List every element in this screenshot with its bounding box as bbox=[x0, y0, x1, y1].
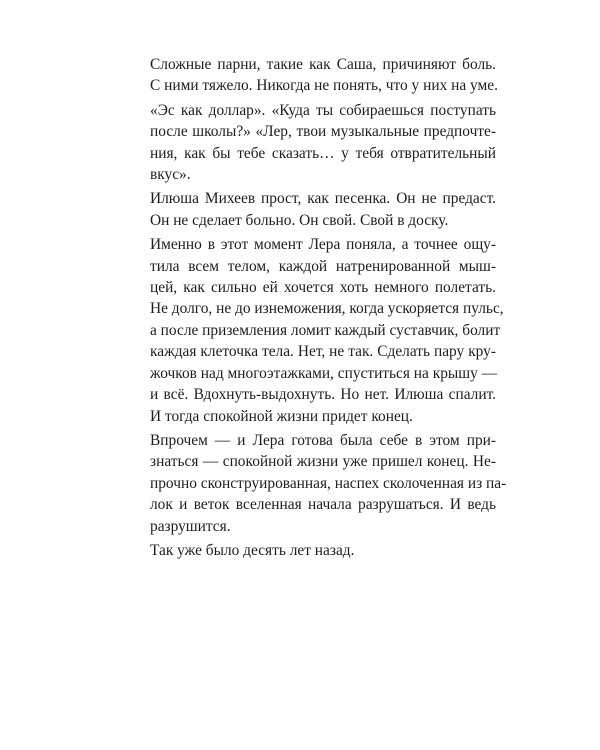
paragraph-1 bbox=[130, 54, 496, 97]
text-line: Так уже было десять лет назад. bbox=[150, 541, 355, 559]
paragraph-2 bbox=[130, 100, 496, 186]
text-line: ния, как бы тебе сказать… у тебя отвратительный bbox=[150, 144, 496, 162]
text-line: Илюша Михеев прост, как песенка. Он не предаст. bbox=[150, 190, 496, 208]
text-line: Именно в этот момент Лера поняла, а точнее ощу- bbox=[150, 236, 496, 254]
text-line: цей, как сильно ей хочется хоть немного полетать. bbox=[150, 279, 496, 297]
text-line: и всё. Вдохнуть-выдохнуть. Но нет. Илюша спалит. bbox=[150, 386, 496, 404]
text-line: вкус». bbox=[150, 166, 191, 184]
text-line: тила всем телом, каждой натренированной мыш- bbox=[150, 257, 496, 275]
paragraph-5 bbox=[130, 430, 507, 537]
text-line: разрушится. bbox=[150, 517, 231, 535]
text-line: Сложные парни, такие как Саша, причиняют боль. bbox=[150, 56, 496, 73]
text-line: лок и веток вселенная начала разрушаться. И ведь bbox=[150, 496, 496, 514]
text-line: С ними тяжело. Никогда не понять, что у них на уме. bbox=[150, 77, 498, 95]
paragraph-4 bbox=[130, 234, 504, 427]
text-line: «Эс как доллар». «Куда ты собираешься поступать bbox=[150, 101, 496, 119]
text-line: Впрочем — и Лера готова была себе в этом при- bbox=[150, 431, 496, 449]
paragraph-3 bbox=[130, 188, 496, 231]
paragraph-6 bbox=[130, 540, 496, 561]
text-line: Он не сделает больно. Он свой. Свой в доску. bbox=[150, 211, 449, 229]
text-line: Не долго, не до изнеможения, когда ускоряется пульс, bbox=[150, 300, 504, 318]
text-line: после школы?» «Лер, твои музыкальные предпочте- bbox=[150, 123, 496, 141]
text-line: И тогда спокойной жизни придет конец. bbox=[150, 407, 413, 425]
text-line: каждая клеточка тела. Нет, не так. Сделать пару кру- bbox=[150, 343, 496, 361]
text-line: а после приземления ломит каждый суставчик, болит bbox=[150, 321, 501, 339]
text-line: прочно сконструированная, наспех сколоченная из па- bbox=[150, 474, 507, 492]
text-line: жочков над многоэтажками, спуститься на крышу — bbox=[150, 364, 498, 382]
book-page-text bbox=[130, 54, 507, 564]
text-line: знаться — спокойной жизни уже пришел конец. Не- bbox=[150, 453, 496, 471]
